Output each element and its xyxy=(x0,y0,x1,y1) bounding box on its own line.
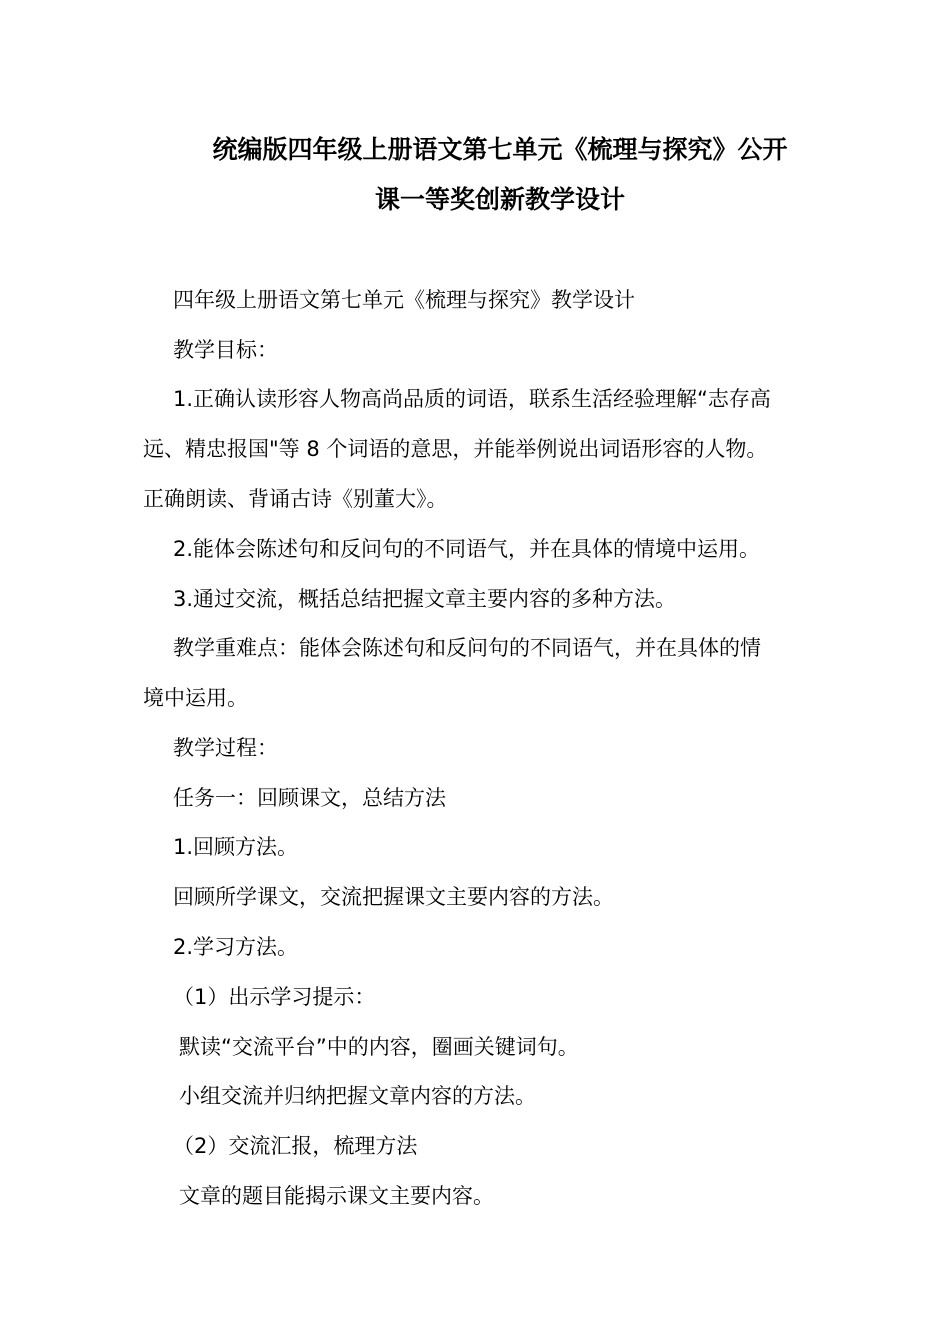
objective-1-line-1: 1.正确认读形容人物高尚品质的词语，联系生活经验理解“志存高 xyxy=(173,387,771,411)
substep-2-item-1: 文章的题目能揭示课文主要内容。 xyxy=(179,1184,494,1208)
step-1-text: 回顾所学课文，交流把握课文主要内容的方法。 xyxy=(173,885,614,909)
objective-3: 3.通过交流，概括总结把握文章主要内容的多种方法。 xyxy=(173,587,677,611)
objective-1-line-3: 正确朗读、背诵古诗《别董大》。 xyxy=(143,487,448,511)
document-title-line-1: 统编版四年级上册语文第七单元《梳理与探究》公开 xyxy=(212,135,788,164)
substep-1-item-2: 小组交流并归纳把握文章内容的方法。 xyxy=(179,1084,536,1108)
objective-1-line-2: 远、精忠报国"等 8 个词语的意思，并能举例说出词语形容的人物。 xyxy=(143,437,768,461)
key-difficulty-line-2: 境中运用。 xyxy=(143,686,248,710)
document-title-line-2: 课一等奖创新教学设计 xyxy=(374,185,625,214)
step-2-heading: 2.学习方法。 xyxy=(173,935,299,959)
objective-2: 2.能体会陈述句和反问句的不同语气，并在具体的情境中运用。 xyxy=(173,537,761,561)
substep-1-heading: （1）出示学习提示： xyxy=(173,985,376,1009)
step-1-heading: 1.回顾方法。 xyxy=(173,835,299,859)
section-heading-objectives: 教学目标： xyxy=(173,338,278,362)
key-difficulty-line-1: 教学重难点：能体会陈述句和反问句的不同语气，并在具体的情 xyxy=(173,636,761,660)
task-1-heading: 任务一：回顾课文，总结方法 xyxy=(173,786,446,810)
substep-1-item-1: 默读“交流平台”中的内容，圈画关键词句。 xyxy=(179,1035,579,1059)
substep-2-heading: （2）交流汇报，梳理方法 xyxy=(173,1134,418,1158)
doc-subtitle: 四年级上册语文第七单元《梳理与探究》教学设计 xyxy=(173,288,635,312)
section-heading-process: 教学过程： xyxy=(173,736,278,760)
